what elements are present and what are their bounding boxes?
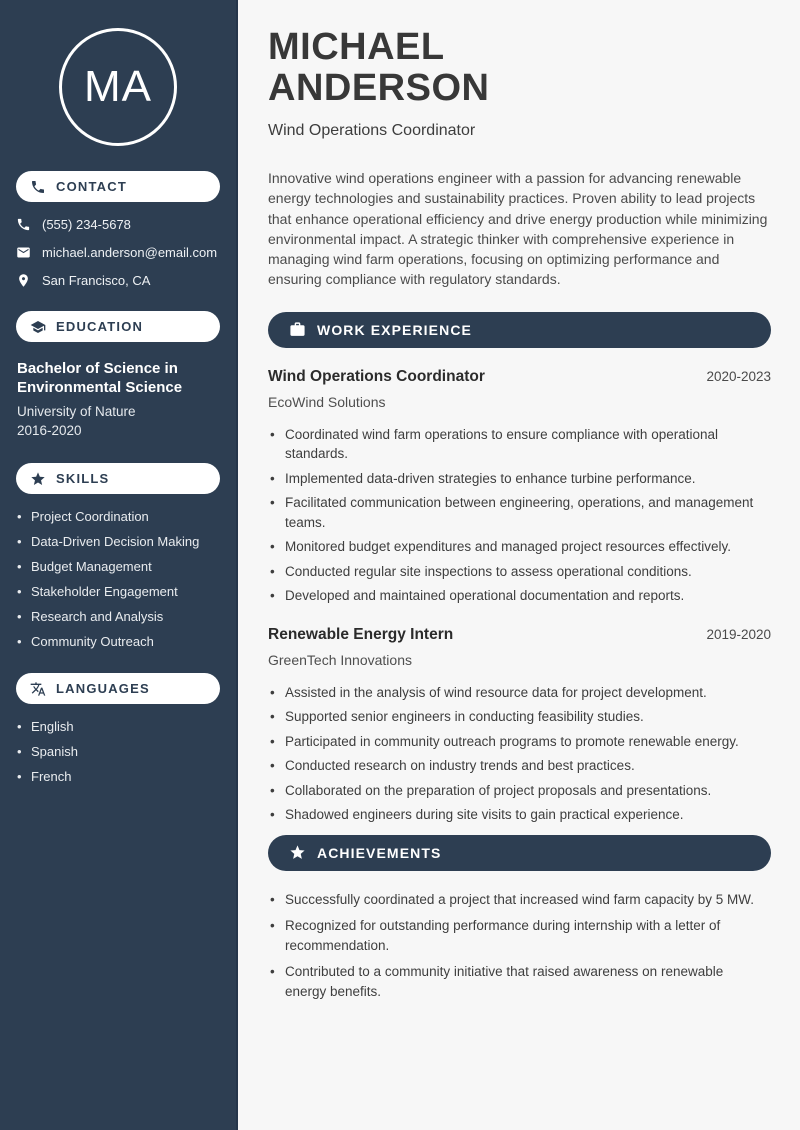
languages-section-pill: [16, 673, 220, 704]
job-bullet: • Facilitated communication between engineering, operations, and management teams.: [268, 493, 771, 532]
star-icon: [30, 471, 46, 487]
contact-item-location: [16, 273, 220, 288]
contact-list: [16, 217, 220, 288]
job-title: Renewable Energy Intern: [268, 625, 454, 643]
contact-header-label: CONTACT: [56, 179, 127, 194]
contact-phone-text: (555) 234-5678: [42, 217, 131, 232]
location-icon: [16, 273, 31, 288]
education-header-label: EDUCATION: [56, 319, 144, 334]
contact-location-text: San Francisco, CA: [42, 273, 151, 288]
person-name-line2: ANDERSON: [268, 67, 490, 109]
avatar-initials: MA: [84, 62, 152, 111]
contact-section-pill: [16, 171, 220, 202]
phone-icon: [30, 179, 46, 195]
work-experience-banner: [268, 312, 771, 348]
job-entry: [268, 368, 771, 606]
skill-item: • Data-Driven Decision Making: [16, 534, 220, 550]
skills-section-pill: [16, 463, 220, 494]
job-head: [268, 626, 771, 644]
skill-item: • Project Coordination: [16, 509, 220, 525]
job-title: Wind Operations Coordinator: [268, 367, 485, 385]
job-bullet: • Coordinated wind farm operations to ensure compliance with operational standards.: [268, 425, 771, 464]
work-experience-label: WORK EXPERIENCE: [317, 321, 472, 338]
job-dates: 2019-2020: [706, 626, 771, 642]
education-school: University of Nature: [17, 404, 136, 419]
phone-icon: [16, 217, 31, 232]
sidebar: [0, 0, 238, 1130]
achievements-label: ACHIEVEMENTS: [317, 844, 442, 861]
job-entry: [268, 626, 771, 825]
education-section-pill: [16, 311, 220, 342]
job-bullet: • Conducted regular site inspections to assess operational conditions.: [268, 562, 771, 582]
achievement-item: • Recognized for outstanding performance during internship with a letter of recommendation.: [268, 916, 758, 955]
education-years: 2016-2020: [17, 423, 82, 438]
contact-email-text: michael.anderson@email.com: [42, 245, 218, 260]
job-dates: 2020-2023: [706, 368, 771, 384]
star-icon: [289, 844, 306, 861]
skill-item: • Budget Management: [16, 559, 220, 575]
skills-header-label: SKILLS: [56, 471, 110, 486]
person-name: [268, 27, 771, 109]
translate-icon: [30, 681, 46, 697]
achievements-banner: [268, 835, 771, 871]
job-company: GreenTech Innovations: [268, 651, 412, 668]
languages-header-label: LANGUAGES: [56, 681, 150, 696]
achievements-list: [268, 890, 771, 1002]
skill-item: • Research and Analysis: [16, 609, 220, 625]
skill-item: • Community Outreach: [16, 634, 220, 650]
person-title: Wind Operations Coordinator: [268, 122, 476, 139]
graduation-cap-icon: [30, 319, 46, 335]
achievement-item: • Successfully coordinated a project that increased wind farm capacity by 5 MW.: [268, 890, 758, 910]
languages-list: [16, 719, 220, 785]
job-bullet: • Participated in community outreach programs to promote renewable energy.: [268, 732, 771, 752]
job-bullet: • Collaborated on the preparation of project proposals and presentations.: [268, 781, 771, 801]
job-bullets: [268, 425, 771, 606]
job-company: EcoWind Solutions: [268, 393, 386, 410]
job-bullet: • Conducted research on industry trends and best practices.: [268, 756, 771, 776]
briefcase-icon: [289, 321, 306, 338]
job-bullet: • Developed and maintained operational documentation and reports.: [268, 586, 771, 606]
language-item: • Spanish: [16, 744, 220, 760]
person-name-line1: MICHAEL: [268, 26, 445, 68]
job-bullet: • Implemented data-driven strategies to enhance turbine performance.: [268, 469, 771, 489]
education-degree: Bachelor of Science in Environmental Science: [17, 360, 183, 396]
main-content: [238, 0, 800, 1130]
skill-item: • Stakeholder Engagement: [16, 584, 220, 600]
job-bullet: • Shadowed engineers during site visits to gain practical experience.: [268, 805, 771, 825]
education-entry: [16, 359, 220, 440]
job-head: [268, 368, 771, 386]
summary-paragraph: Innovative wind operations engineer with a passion for advancing renewable energy technologies and sustainability practices. Proven ability to lead projects that enhance operational efficiency and drive energy production while minimizing environmental impact. A strategic thinker with comprehensive experience in managing wind farm operations, focusing on optimizing performance and ensuring compliance with regulatory standards.: [268, 170, 768, 288]
job-bullets: [268, 683, 771, 825]
language-item: • English: [16, 719, 220, 735]
language-item: • French: [16, 769, 220, 785]
contact-item-phone: [16, 217, 220, 232]
skills-list: [16, 509, 220, 650]
email-icon: [16, 245, 31, 260]
job-bullet: • Supported senior engineers in conducting feasibility studies.: [268, 707, 771, 727]
job-bullet: • Monitored budget expenditures and managed project resources effectively.: [268, 537, 771, 557]
job-bullet: • Assisted in the analysis of wind resource data for project development.: [268, 683, 771, 703]
contact-item-email: [16, 245, 220, 260]
achievement-item: • Contributed to a community initiative that raised awareness on renewable energy benefits.: [268, 962, 758, 1001]
avatar: [59, 28, 177, 146]
